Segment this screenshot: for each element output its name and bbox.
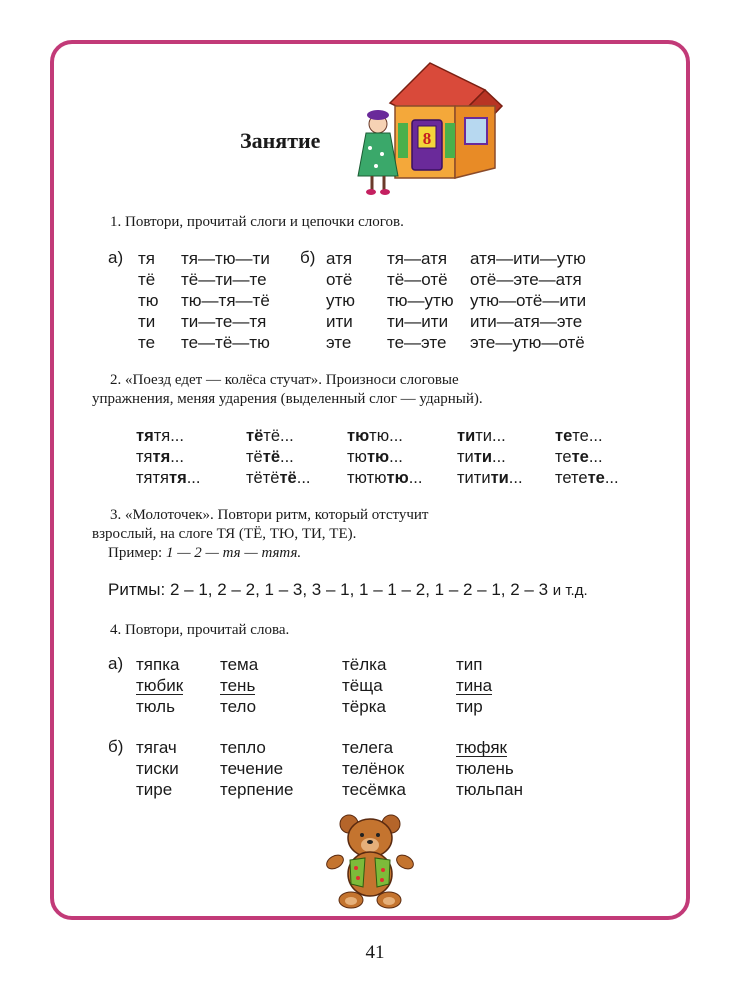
word: тёща bbox=[342, 676, 383, 695]
word: тяпка bbox=[136, 655, 180, 674]
syllable: тю bbox=[138, 291, 159, 310]
task2-heading-line1: 2. «Поезд едет — колёса стучат». Произноси слоговые bbox=[110, 372, 459, 388]
task2-col-4: тити... тити... титити... bbox=[457, 427, 523, 487]
teddy-bear-illustration bbox=[325, 812, 415, 910]
task1-heading: 1. Повтори, прочитай слоги и цепочки слогов. bbox=[110, 214, 404, 230]
task4-label-a: а) bbox=[108, 654, 124, 673]
task2-col-5: тете... тете... тетете... bbox=[555, 427, 619, 487]
syllable: утю bbox=[326, 291, 356, 310]
word: тина bbox=[456, 676, 493, 695]
task3-rhythms: Ритмы: 2 – 1, 2 – 2, 1 – 3, 3 – 1, 1 – 1 – 2, 1 – 2 – 1, 2 – 3 и т.д. bbox=[108, 580, 588, 599]
syllable: тё bbox=[138, 270, 156, 289]
syllable-chain: отё—эте—атя bbox=[470, 270, 582, 289]
syllable: ти bbox=[138, 312, 156, 331]
page-number: 41 bbox=[365, 942, 385, 963]
syllable-chain: эте—утю—отё bbox=[470, 333, 585, 352]
task1-a-col2 bbox=[181, 248, 270, 353]
syllable: отё bbox=[326, 270, 353, 289]
word: тягач bbox=[136, 738, 177, 757]
word: течение bbox=[220, 759, 284, 778]
syllable-chain: тю—утю bbox=[387, 291, 454, 310]
task1-b-col2 bbox=[387, 248, 454, 353]
task4-b-col2 bbox=[220, 737, 294, 800]
task2-heading-line2: упражнения, меняя ударения (выделенный слог — ударный). bbox=[92, 391, 483, 407]
syllable-chain: утю—отё—ити bbox=[470, 291, 587, 310]
task3-heading-line2: взрослый, на слоге ТЯ (ТЁ, ТЮ, ТИ, ТЕ). bbox=[92, 526, 357, 542]
task2-col-3: тютю... тютю... тютютю... bbox=[347, 427, 423, 487]
syllable: эте bbox=[326, 333, 352, 352]
word: тень bbox=[220, 676, 256, 695]
syllable: ити bbox=[326, 312, 353, 331]
word: тепло bbox=[220, 738, 266, 757]
syllable: тя bbox=[138, 249, 155, 268]
syllable-chain: тё—ти—те bbox=[181, 270, 267, 289]
word: тюлень bbox=[456, 759, 514, 778]
syllable-chain: ити—атя—эте bbox=[470, 312, 583, 331]
word: тесёмка bbox=[342, 780, 406, 799]
task4-a-col3 bbox=[342, 654, 386, 717]
syllable-chain: тю—тя—тё bbox=[181, 291, 270, 310]
word: терпение bbox=[220, 780, 294, 799]
word: тюльпан bbox=[456, 780, 523, 799]
word: тип bbox=[456, 655, 483, 674]
word: телёнок bbox=[342, 759, 405, 778]
syllable-chain: ти—ити bbox=[387, 312, 449, 331]
task4-label-b: б) bbox=[108, 737, 124, 756]
task3-heading-line1: 3. «Молоточек». Повтори ритм, который отстучит bbox=[110, 507, 429, 523]
syllable-chain: тё—отё bbox=[387, 270, 448, 289]
lesson-number: 8 bbox=[422, 129, 432, 148]
word: тюль bbox=[136, 697, 175, 716]
task4-b-col3 bbox=[342, 737, 406, 800]
word: тюфяк bbox=[456, 738, 507, 757]
task4-a-col2 bbox=[220, 654, 258, 717]
task4-heading: 4. Повтори, прочитай слова. bbox=[110, 622, 290, 638]
syllable-chain: те—тё—тю bbox=[181, 333, 270, 352]
task4-a-col4 bbox=[456, 654, 492, 717]
word: тир bbox=[456, 697, 483, 716]
syllable-chain: атя—ити—утю bbox=[470, 249, 586, 268]
syllable-chain: тя—атя bbox=[387, 249, 448, 268]
word: тюбик bbox=[136, 676, 184, 695]
task1-b-col1 bbox=[326, 248, 355, 353]
task1-label-b: б) bbox=[300, 248, 316, 267]
word: тело bbox=[220, 697, 257, 716]
syllable-chain: ти—те—тя bbox=[181, 312, 267, 331]
task2-col-2: тётё... тётё... тётётё... bbox=[246, 427, 311, 487]
task1-label-a: а) bbox=[108, 248, 124, 267]
house-illustration bbox=[350, 58, 505, 198]
word: тема bbox=[220, 655, 259, 674]
word: тиски bbox=[136, 759, 179, 778]
word: тире bbox=[136, 780, 173, 799]
task2-col-1: тятя... тятя... тятятя... bbox=[136, 427, 201, 487]
word: телега bbox=[342, 738, 394, 757]
word: тёрка bbox=[342, 697, 386, 716]
page-title: Занятие bbox=[240, 128, 321, 153]
syllable: те bbox=[138, 333, 156, 352]
task4-a-col1 bbox=[136, 654, 183, 717]
task4-b-col1 bbox=[136, 737, 179, 800]
task4-b-col4 bbox=[456, 737, 523, 800]
word: тёлка bbox=[342, 655, 387, 674]
task3-example: Пример: 1 — 2 — тя — тятя. bbox=[108, 545, 302, 561]
syllable-chain: те—эте bbox=[387, 333, 447, 352]
task1-a-col1 bbox=[138, 248, 159, 353]
syllable: атя bbox=[326, 249, 353, 268]
syllable-chain: тя—тю—ти bbox=[181, 249, 270, 268]
task1-b-col3 bbox=[470, 248, 586, 353]
